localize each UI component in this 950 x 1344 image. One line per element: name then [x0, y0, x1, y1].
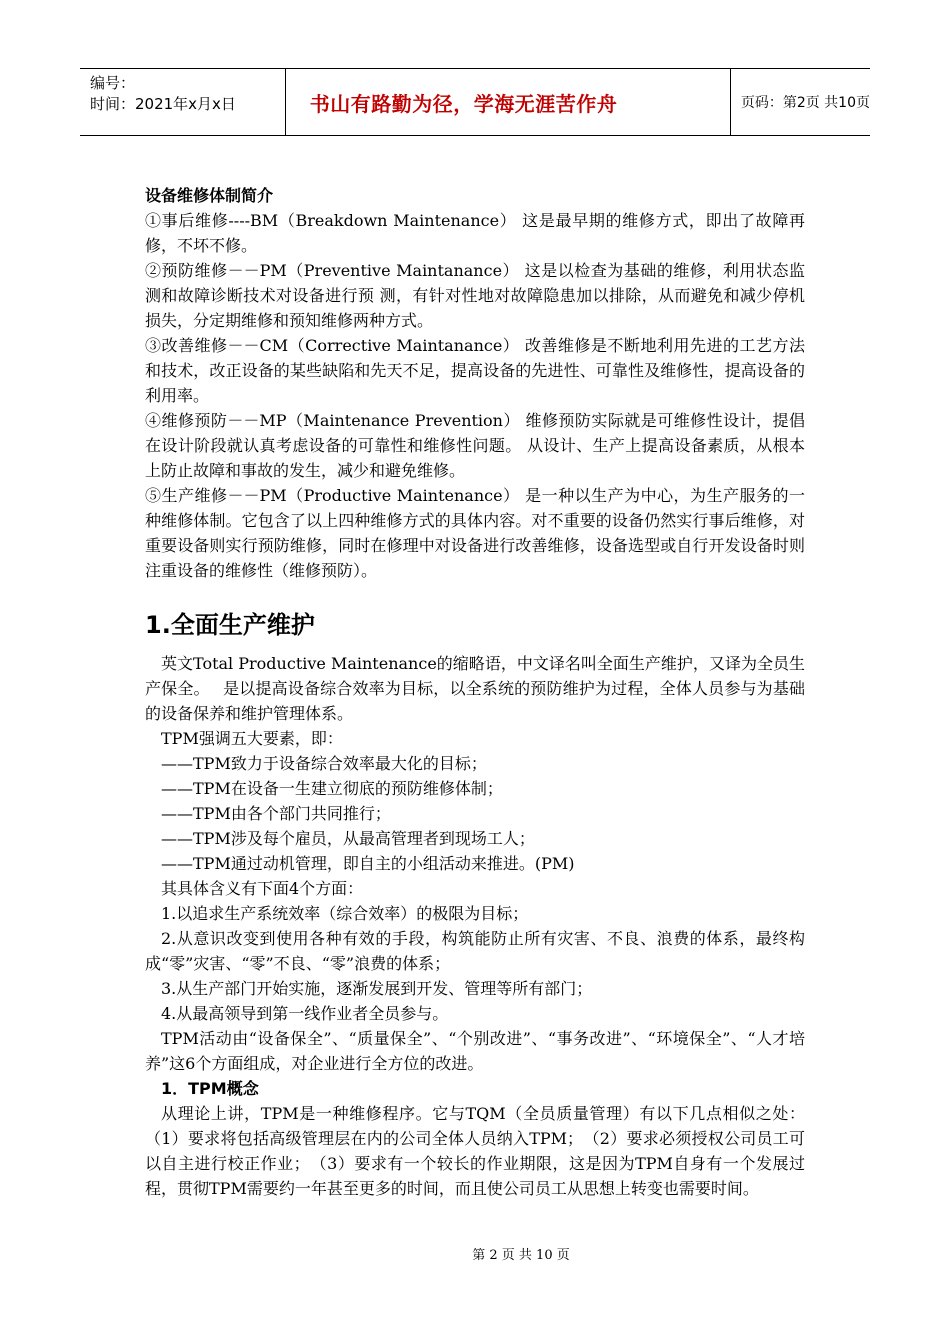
tpm-meaning-3: 3.从生产部门开始实施，逐渐发展到开发、管理等所有部门； [161, 979, 593, 998]
tpm-element-5: ——TPM通过动机管理，即自主的小组活动来推进。(PM) [161, 854, 575, 873]
tpm-element-3: ——TPM由各个部门共同推行； [161, 804, 391, 823]
header-page-info: 页码：第2页 共10页 [740, 95, 870, 111]
heading-tpm: 1.全面生产维护 [145, 611, 315, 639]
section-title: 设备维修体制简介 [145, 186, 274, 205]
tpm-meaning-4: 4.从最高领导到第一线作业者全员参与。 [161, 1004, 449, 1023]
tpm-meaning-intro: 其具体含义有下面4个方面： [161, 879, 364, 898]
tpm-intro-paragraph: 英文Total Productive Maintenance的缩略语，中文译名叫全面生产维护，又译为全员生产保全。 是以提高设备综合效率为目标，以全系统的预防维护为过程，全体人员参与为基础的设备保养和维护管理体系。 [145, 654, 805, 723]
tpm-element-2: ——TPM在设备一生建立彻底的预防维修体制； [161, 779, 503, 798]
tpm-five-elements-intro: TPM强调五大要素，即： [161, 729, 343, 748]
tpm-element-1: ——TPM致力于设备综合效率最大化的目标； [161, 754, 487, 773]
paragraph-mp: ④维修预防－－MP（Maintenance Prevention） 维修预防实际就是可维修性设计，提倡在设计阶段就认真考虑设备的可靠性和维修性问题。 从设计、生产上提高设备素质，从根本上防止故障和事故的发生，减少和避免维修。 [145, 411, 805, 480]
tpm-activities-paragraph: TPM活动由“设备保全”、“质量保全”、“个别改进”、“事务改进”、“环境保全”、“人才培养”这6个方面组成，对企业进行全方位的改进。 [145, 1029, 805, 1073]
tpm-meaning-1: 1.以追求生产系统效率（综合效率）的极限为目标； [161, 904, 529, 923]
paragraph-pm-productive: ⑤生产维修－－PM（Productive Maintenance） 是一种以生产为中心，为生产服务的一种维修体制。它包含了以上四种维修方式的具体内容。对不重要的设备仍然实行事后维修，对重要设备则实行预防维修，同时在修理中对设备进行改善维修，设备选型或自行开发设备时则注重设备的维修性（维修预防）。 [145, 486, 805, 580]
header-meta [80, 69, 286, 135]
paragraph-cm: ③改善维修－－CM（Corrective Maintanance） 改善维修是不断地利用先进的工艺方法和技术，改正设备的某些缺陷和先天不足，提高设备的先进性、可靠性及维修性，提高设备的利用率。 [145, 336, 805, 405]
paragraph-pm-preventive: ②预防维修－－PM（Preventive Maintanance） 这是以检查为基础的维修，利用状态监测和故障诊断技术对设备进行预 测，有针对性地对故障隐患加以排除，从而避免和减少停机损失，分定期维修和预知维修两种方式。 [145, 261, 805, 330]
subheading-tpm-concept: 1．TPM概念 [161, 1079, 259, 1098]
tpm-element-4: ——TPM涉及每个雇员，从最高管理者到现场工人； [161, 829, 535, 848]
tpm-meaning-2: 2.从意识改变到使用各种有效的手段，构筑能防止所有灾害、不良、浪费的体系，最终构成“零”灾害、“零”不良、“零”浪费的体系； [145, 929, 805, 973]
footer-page-number: 第 2 页 共 10 页 [472, 1248, 570, 1263]
document-date: 时间：2021年x月x日 [90, 95, 236, 113]
document-number-label: 编号： [90, 74, 136, 92]
document-body [145, 183, 805, 1201]
paragraph-bm: ①事后维修----BM（Breakdown Maintenance） 这是最早期的维修方式，即出了故障再修，不坏不修。 [145, 211, 805, 255]
tpm-concept-paragraph: 从理论上讲，TPM是一种维修程序。它与TQM（全员质量管理）有以下几点相似之处：（1）要求将包括高级管理层在内的公司全体人员纳入TPM； （2）要求必须授权公司员工可以自主进行校正作业； （3）要求有一个较长的作业期限，这是因为TPM自身有一个发展过程，贯彻TPM需要约一年甚至更多的时间，而且使公司员工从思想上转变也需要时间。 [145, 1104, 805, 1198]
header-motto: 书山有路勤为径，学海无涯苦作舟 [286, 69, 731, 135]
page-header [80, 68, 870, 136]
page-footer [0, 1244, 950, 1263]
